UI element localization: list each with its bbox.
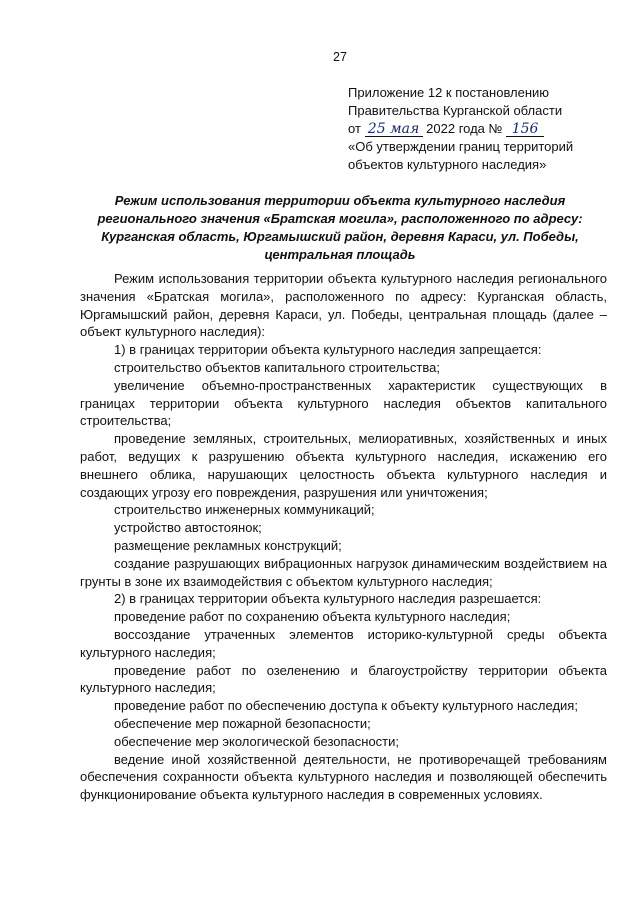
paragraph: строительство инженерных коммуникаций; bbox=[114, 502, 375, 518]
paragraph: размещение рекламных конструкций; bbox=[114, 537, 342, 553]
paragraph: увеличение объемно-пространственных характеристик существующих в границах территории объекта культурного наследия объектов капитального строительства; bbox=[80, 377, 607, 429]
paragraph: устройство автостоянок; bbox=[114, 520, 262, 536]
appendix-header bbox=[348, 84, 608, 174]
paragraph: проведение работ по сохранению объекта культурного наследия; bbox=[114, 609, 511, 625]
paragraph: воссоздание утраченных элементов историко-культурной среды объекта культурного наследия; bbox=[80, 626, 607, 660]
appendix-line-4: «Об утверждении границ территорий bbox=[348, 139, 574, 154]
paragraph: 2) в границах территории объекта культурного наследия разрешается: bbox=[114, 591, 542, 607]
number-prefix: № bbox=[488, 121, 503, 136]
page-number: 27 bbox=[333, 50, 347, 64]
paragraph: обеспечение мер пожарной безопасности; bbox=[114, 715, 371, 731]
handwritten-date: 25 мая bbox=[365, 122, 423, 137]
paragraph: проведение работ по обеспечению доступа к объекту культурного наследия; bbox=[114, 698, 578, 714]
document-body bbox=[80, 270, 607, 804]
appendix-line-5: объектов культурного наследия» bbox=[348, 157, 547, 172]
date-prefix: от bbox=[348, 121, 361, 136]
paragraph: проведение работ по озеленению и благоустройству территории объекта культурного наследия; bbox=[80, 662, 607, 696]
appendix-line-2: Правительства Курганской области bbox=[348, 103, 563, 118]
paragraph: обеспечение мер экологической безопасности; bbox=[114, 733, 400, 749]
document-title: Режим использования территории объекта культурного наследия регионального значения «Братская могила», расположенного по адресу: Курганская область, Юргамышский район, деревня Караси, ул. Победы, центральная площадь bbox=[97, 193, 583, 262]
paragraph: ведение иной хозяйственной деятельности, не противоречащей требованиям обеспечения сохранности объекта культурного наследия и позволяющей обеспечить функционирование объекта культурного наследия в современных условиях. bbox=[80, 751, 607, 803]
paragraph: создание разрушающих вибрационных нагрузок динамическим воздействием на грунты в зоне их взаимодействия с объектом культурного наследия; bbox=[80, 555, 607, 589]
appendix-date-line bbox=[348, 120, 608, 138]
paragraph: проведение земляных, строительных, мелиоративных, хозяйственных и иных работ, ведущих к разрушению объекта культурного наследия, искажению его внешнего облика, нарушающих целостность объекта культурного наследия и создающих угрозу его повреждения, разрушения или уничтожения; bbox=[80, 431, 607, 500]
paragraph: 1) в границах территории объекта культурного наследия запрещается: bbox=[114, 342, 542, 358]
handwritten-number: 156 bbox=[506, 122, 544, 137]
date-year: 2022 года bbox=[426, 121, 485, 136]
paragraph: Режим использования территории объекта культурного наследия регионального значения «Братская могила», расположенного по адресу: Курганская область, Юргамышский район, деревня Караси, ул. Победы, центральная площадь (далее – объект культурного наследия): bbox=[80, 271, 607, 340]
appendix-line-1: Приложение 12 к постановлению bbox=[348, 85, 550, 100]
paragraph: строительство объектов капитального строительства; bbox=[114, 359, 440, 375]
